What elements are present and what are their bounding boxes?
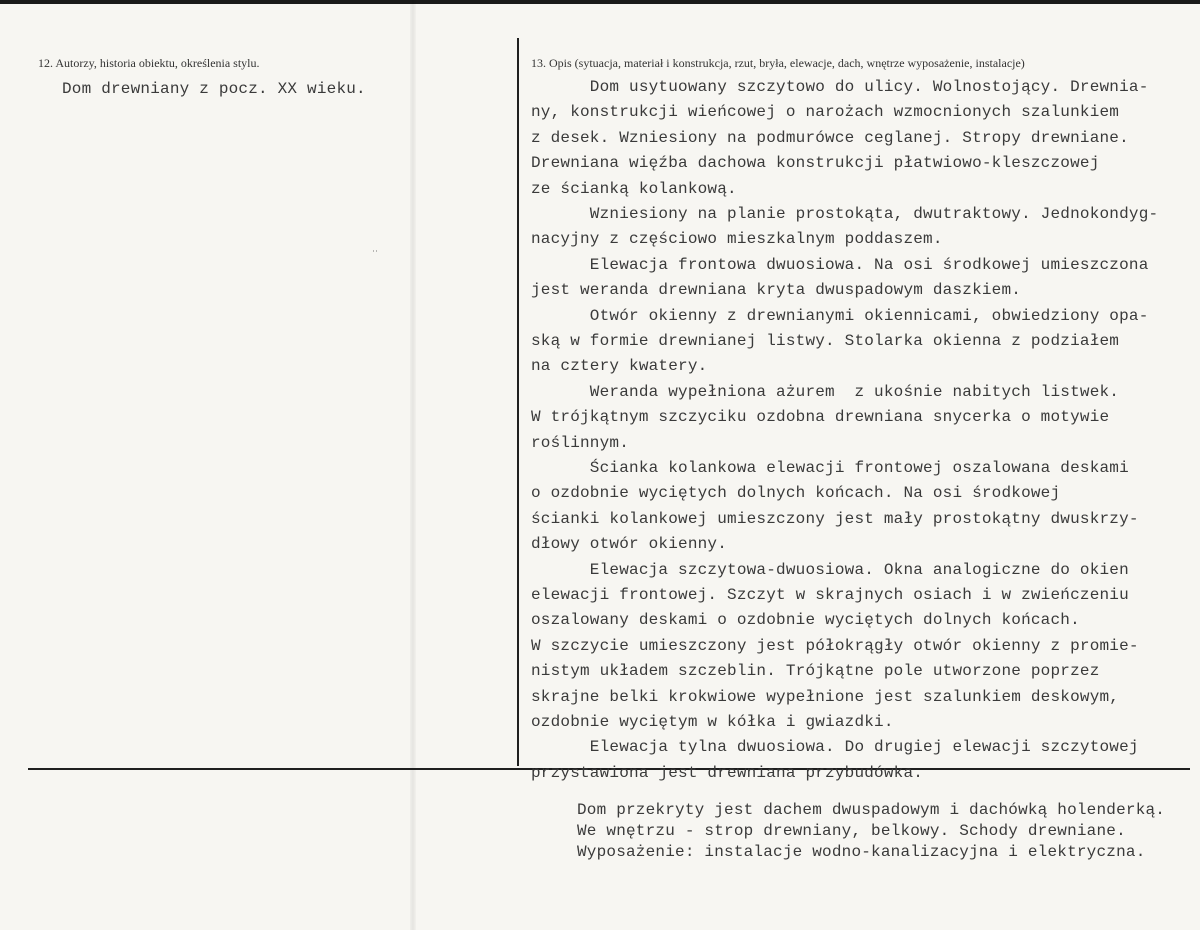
- typed-line: ozdobnie wyciętym w kółka i gwiazdki.: [531, 713, 894, 731]
- typed-line: skrajne belki krokwiowe wypełnione jest szalunkiem deskowym,: [531, 687, 1120, 706]
- section-12-text: Dom drewniany z pocz. XX wieku.: [62, 80, 366, 98]
- typed-line: Wyposażenie: instalacje wodno-kanalizacyjna i elektryczna.: [577, 843, 1146, 861]
- typed-line: We wnętrzu - strop drewniany, belkowy. Schody drewniane.: [577, 822, 1126, 840]
- typed-line: Wzniesiony na planie prostokąta, dwutraktowy. Jednokondyg-: [531, 205, 1159, 223]
- typed-line: Drewniana więźba dachowa konstrukcji płatwiowo-kleszczowej: [531, 154, 1100, 173]
- typed-line: elewacji frontowej. Szczyt w skrajnych osiach i w zwieńczeniu: [531, 586, 1129, 604]
- typed-line: nistym układem szczeblin. Trójkątne pole utworzone poprzez: [531, 662, 1100, 681]
- typed-line: o ozdobnie wyciętych dolnych końcach. Na osi środkowej: [531, 484, 1061, 503]
- typed-line: ską w formie drewnianej listwy. Stolarka okienna z podziałem: [531, 332, 1120, 350]
- typed-line: ny, konstrukcji wieńcowej o narożach wzmocnionych szalunkiem: [531, 103, 1120, 122]
- typed-line: przystawiona jest drewniana przybudówka.: [531, 763, 924, 782]
- typed-line: Elewacja frontowa dwuosiowa. Na osi środkowej umieszczona: [531, 255, 1149, 274]
- top-edge-shadow: [0, 0, 1200, 4]
- typed-line: nacyjny z częściowo mieszkalnym poddaszem.: [531, 230, 943, 249]
- typed-line: Elewacja tylna dwuosiowa. Do drugiej elewacji szczytowej: [531, 738, 1139, 757]
- typed-line: z desek. Wzniesiony na podmurówce ceglanej. Stropy drewniane.: [531, 128, 1129, 147]
- typed-line: na cztery kwatery.: [531, 357, 708, 376]
- section-13-label: 13. Opis (sytuacja, materiał i konstrukcja, rzut, bryła, elewacje, dach, wnętrze wyposażenie, instalacje): [531, 56, 1025, 70]
- typed-line: W trójkątnym szczyciku ozdobna drewniana snycerka o motywie: [531, 408, 1110, 427]
- typed-line: jest weranda drewniana kryta dwuspadowym daszkiem.: [531, 281, 1022, 300]
- typed-line: ścianki kolankowej umieszczony jest mały prostokątny dwuskrzy-: [531, 509, 1139, 528]
- typed-line: Weranda wypełniona ażurem z ukośnie nabitych listwek.: [531, 382, 1120, 401]
- vertical-divider: [517, 38, 519, 766]
- typed-line: Ścianka kolankowa elewacji frontowej oszalowana deskami: [531, 459, 1129, 477]
- typed-line: W szczycie umieszczony jest półokrągły otwór okienny z promie-: [531, 636, 1139, 655]
- typed-line: Elewacja szczytowa-dwuosiowa. Okna analogiczne do okien: [531, 560, 1129, 579]
- typed-line: roślinnym.: [531, 433, 630, 452]
- typed-line: Dom usytuowany szczytowo do ulicy. Wolnostojący. Drewnia-: [531, 78, 1149, 96]
- typed-line: oszalowany deskami o ozdobnie wyciętych dolnych końcach.: [531, 611, 1080, 630]
- section-12-label: 12. Autorzy, historia obiektu, określenia stylu.: [38, 56, 260, 70]
- typed-line: Otwór okienny z drewnianymi okiennicami, obwiedziony opa-: [531, 306, 1149, 325]
- typed-line: Dom przekryty jest dachem dwuspadowym i dachówką holenderką.: [577, 801, 1166, 819]
- paper-speck: [372, 250, 378, 252]
- typed-line: dłowy otwór okienny.: [531, 535, 728, 554]
- paper-fold: [410, 0, 416, 930]
- typed-line: ze ścianką kolankową.: [531, 179, 737, 198]
